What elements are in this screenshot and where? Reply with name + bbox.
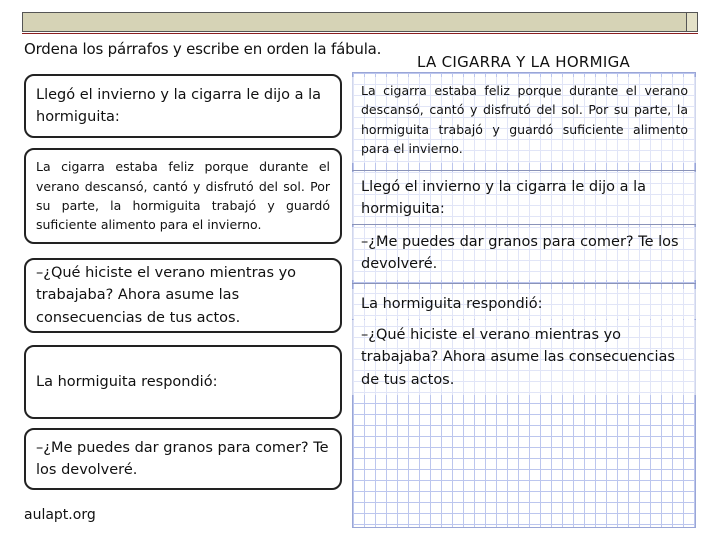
paragraph-card-text: La hormiguita respondió: bbox=[36, 373, 218, 390]
ordered-paragraph-text: –¿Me puedes dar granos para comer? Te los devolveré. bbox=[361, 234, 679, 273]
paragraph-card-text: –¿Qué hiciste el verano mientras yo trabajaba? Ahora asume las consecuencias de tus actos. bbox=[36, 264, 297, 326]
ordered-paragraph bbox=[352, 320, 696, 395]
paragraph-card[interactable] bbox=[24, 148, 342, 244]
paragraph-card-text: La cigarra estaba feliz porque durante el verano descansó, cantó y disfrutó del sol. Por su parte, la hormiguita trabajó y guardó suficiente alimento para el invierno. bbox=[36, 159, 330, 233]
title-bar-end bbox=[686, 13, 697, 31]
title-underline bbox=[22, 33, 698, 34]
paragraph-card[interactable] bbox=[24, 345, 342, 419]
instruction-text: Ordena los párrafos y escribe en orden la fábula. bbox=[24, 40, 382, 58]
fable-title: LA CIGARRA Y LA HORMIGA bbox=[417, 53, 631, 71]
ordered-paragraph-text: La hormiguita respondió: bbox=[361, 296, 543, 312]
paragraph-divider bbox=[352, 283, 696, 284]
ordered-paragraph bbox=[352, 289, 696, 319]
ordered-paragraph bbox=[352, 172, 696, 225]
ordered-paragraph bbox=[352, 227, 696, 280]
paragraph-card-text: Llegó el invierno y la cigarra le dijo a la hormiguita: bbox=[36, 86, 322, 125]
paragraph-divider bbox=[352, 224, 696, 225]
ordered-paragraph bbox=[352, 77, 696, 163]
paragraph-card[interactable] bbox=[24, 74, 342, 138]
source-label: aulapt.org bbox=[24, 507, 96, 523]
title-bar bbox=[22, 12, 698, 32]
paragraph-divider bbox=[352, 170, 696, 171]
ordered-paragraph-text: –¿Qué hiciste el verano mientras yo trabajaba? Ahora asume las consecuencias de tus actos. bbox=[361, 327, 675, 388]
ordered-paragraph-text: Llegó el invierno y la cigarra le dijo a la hormiguita: bbox=[361, 179, 647, 218]
paragraph-card[interactable] bbox=[24, 258, 342, 333]
ordered-paragraph-text: La cigarra estaba feliz porque durante el verano descansó, cantó y disfrutó del sol. Por su parte, la hormiguita trabajó y guardó suficiente alimento para el invierno. bbox=[361, 83, 688, 157]
paragraph-card[interactable] bbox=[24, 428, 342, 490]
paragraph-card-text: –¿Me puedes dar granos para comer? Te los devolveré. bbox=[36, 439, 329, 478]
